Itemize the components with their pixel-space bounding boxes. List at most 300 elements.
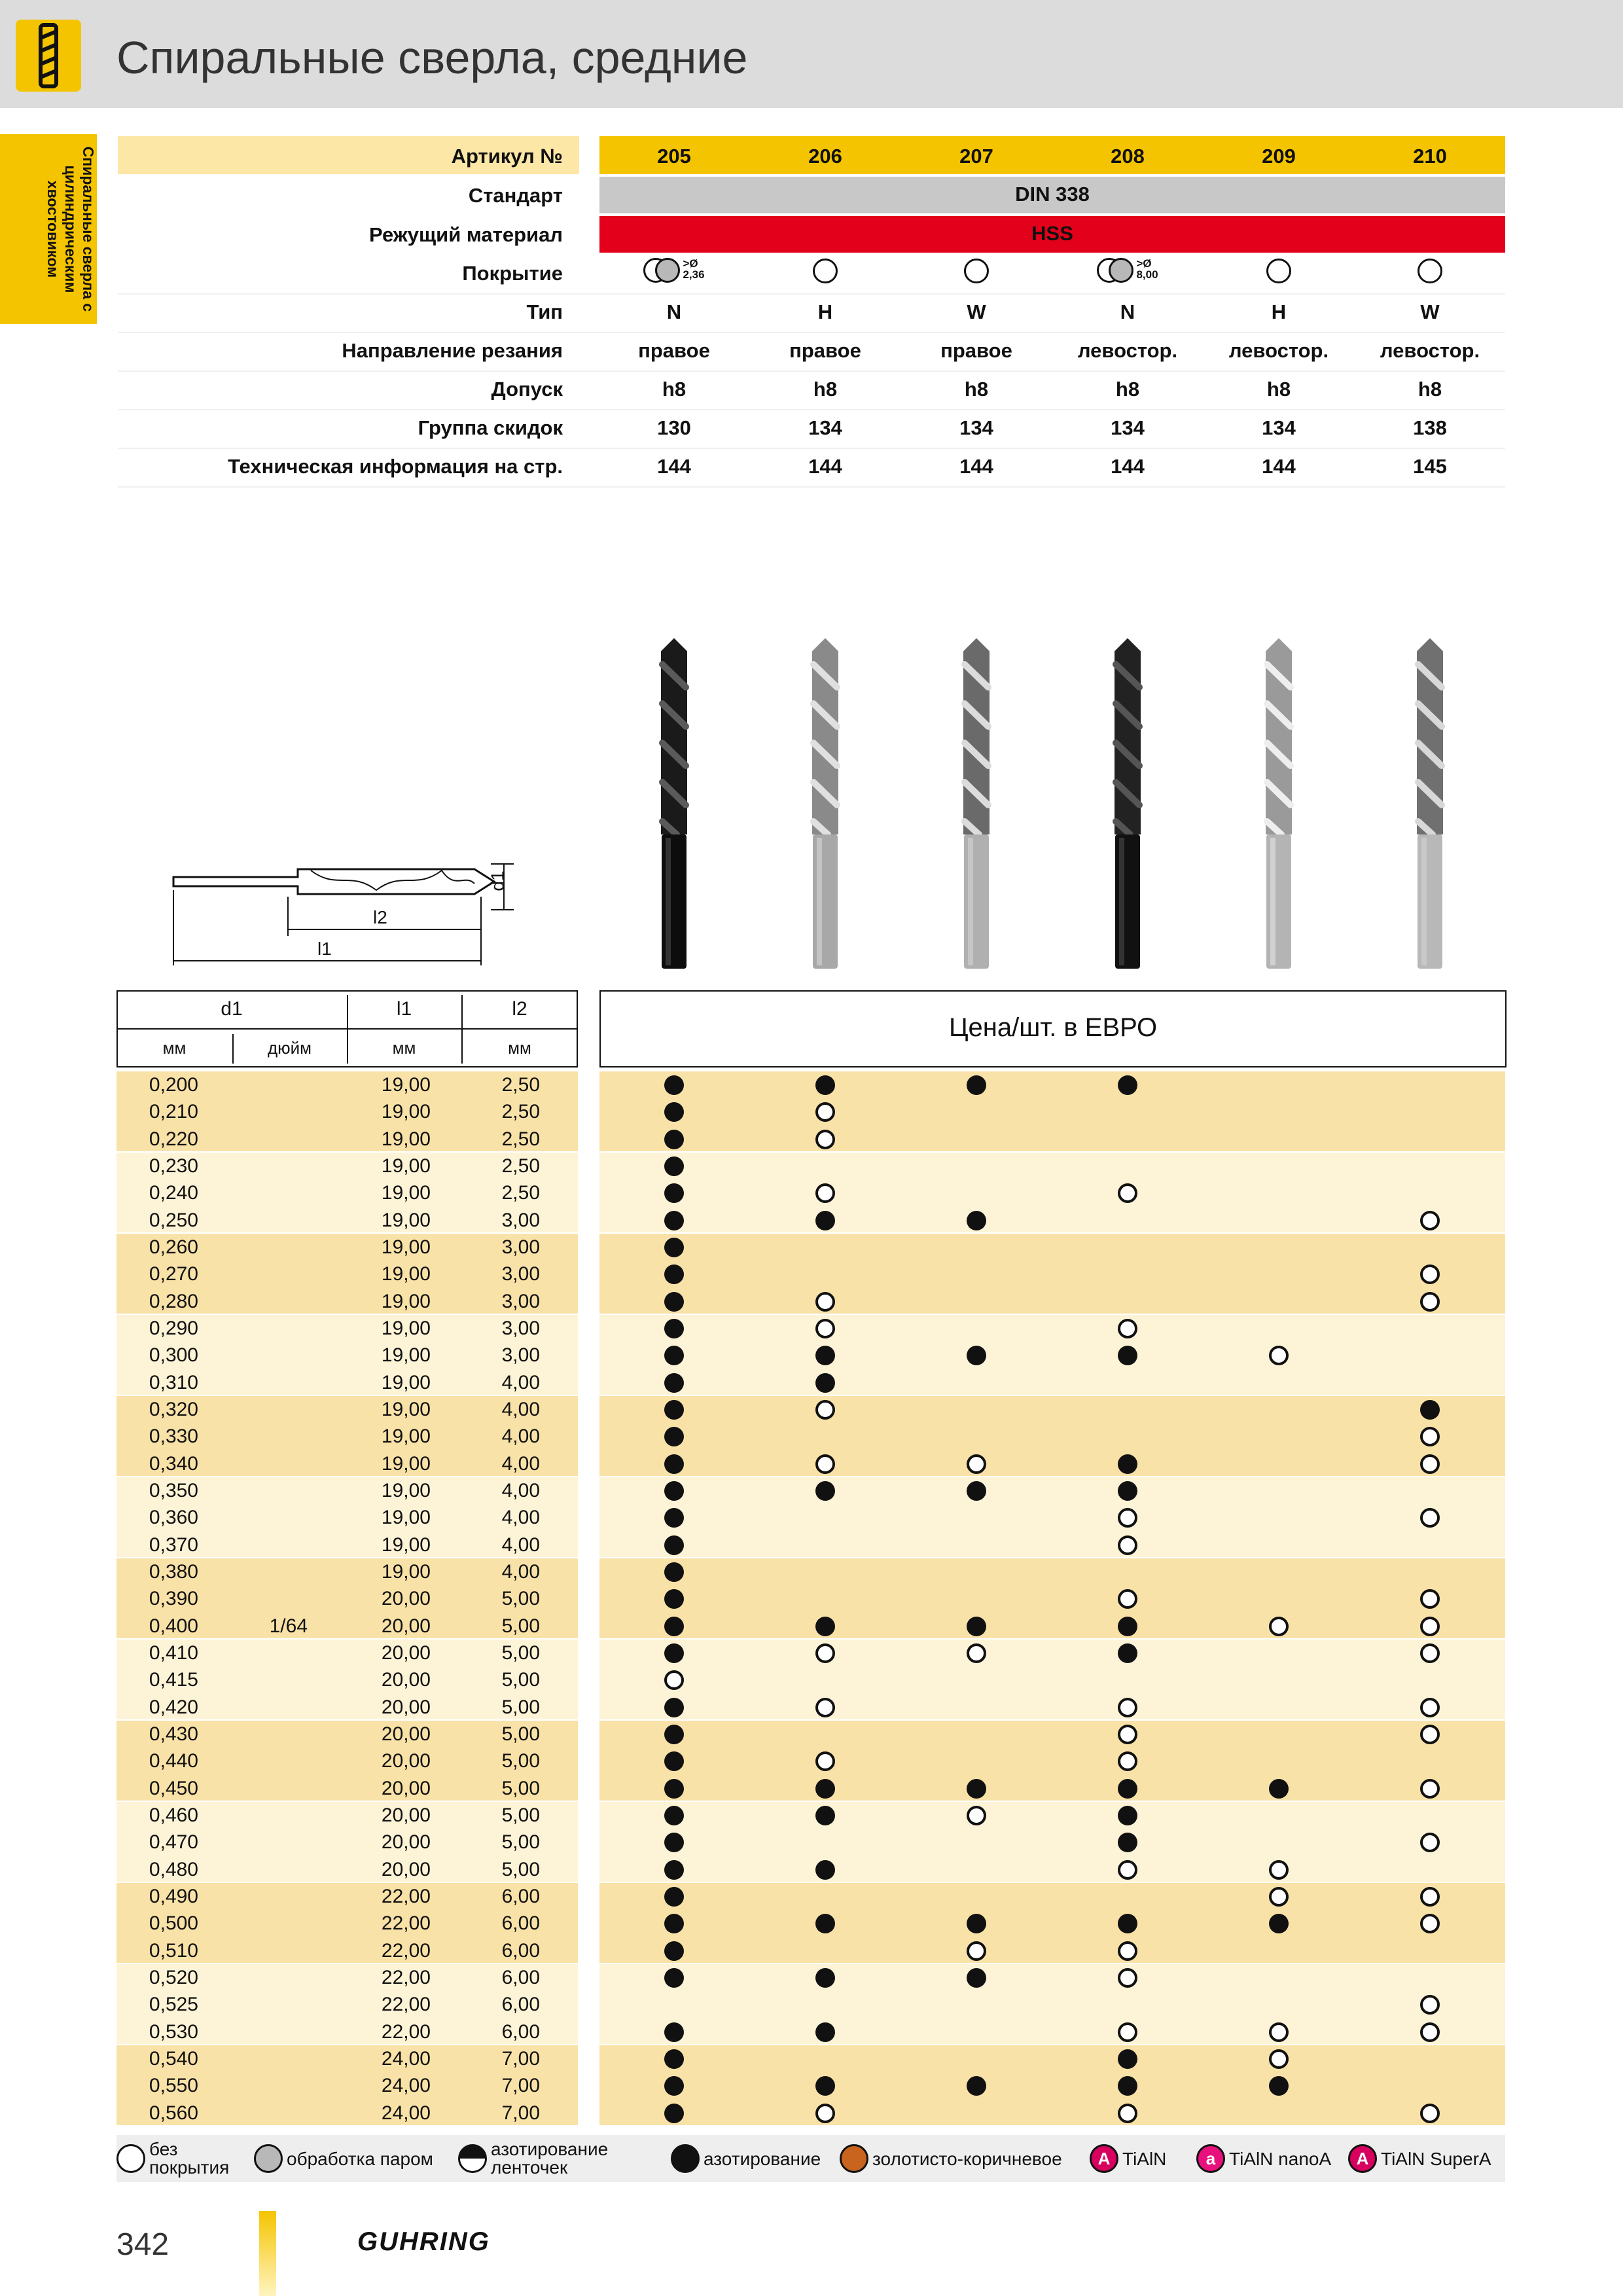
table-row xyxy=(0,1534,1623,1561)
availability-dot-stock xyxy=(664,2076,684,2096)
cell-l2: 4,00 xyxy=(501,1452,540,1475)
spec-label-standard: Стандарт xyxy=(468,184,563,207)
availability-dot-stock xyxy=(815,1373,835,1393)
cell-l2: 2,50 xyxy=(501,1128,540,1150)
availability-dot-stock xyxy=(664,1617,684,1636)
cell-d1-mm: 0,480 xyxy=(149,1858,198,1880)
cell-l1: 19,00 xyxy=(381,1318,431,1339)
spec-label-article: Артикул № xyxy=(451,145,563,168)
cell-l1: 19,00 xyxy=(381,1344,431,1367)
availability-dot-stock xyxy=(664,1400,684,1420)
availability-dot-stock xyxy=(815,1346,835,1365)
article-number: 209 xyxy=(1262,145,1296,168)
table-row xyxy=(0,1101,1623,1128)
cell-d1-mm: 0,460 xyxy=(149,1804,198,1826)
table-row xyxy=(0,1886,1623,1912)
coating-ring-icon xyxy=(964,259,989,283)
cell-d1-mm: 0,450 xyxy=(149,1777,198,1799)
cell-l2: 5,00 xyxy=(501,1804,540,1826)
cell-l1: 22,00 xyxy=(381,2020,431,2043)
spec-techinfo-value: 144 xyxy=(808,455,842,478)
availability-dot-stock xyxy=(1118,1779,1137,1799)
table-row xyxy=(0,1912,1623,1939)
availability-dot-open xyxy=(815,1400,835,1420)
cell-l2: 4,00 xyxy=(501,1399,540,1420)
availability-dot-stock xyxy=(967,1617,986,1636)
availability-dot-open xyxy=(1420,1643,1440,1663)
availability-dot-open xyxy=(1420,1617,1440,1636)
availability-dot-stock xyxy=(664,2049,684,2069)
availability-dot-open xyxy=(1420,1779,1440,1799)
spec-discount-value: 138 xyxy=(1413,416,1447,439)
table-row xyxy=(0,2075,1623,2102)
spec-row-divider xyxy=(118,448,1505,449)
cell-l2: 6,00 xyxy=(501,2020,540,2043)
cell-d1-mm: 0,470 xyxy=(149,1831,198,1854)
availability-dot-stock xyxy=(815,2076,835,2096)
availability-dot-stock xyxy=(664,1075,684,1095)
spec-row-divider xyxy=(118,409,1505,410)
table-row xyxy=(0,1750,1623,1777)
availability-dot-stock xyxy=(1118,1914,1137,1933)
drill-image xyxy=(808,638,842,972)
cell-d1-mm: 0,380 xyxy=(149,1560,198,1583)
legend-label: обработка паром xyxy=(287,2149,433,2169)
availability-dot-open xyxy=(664,1670,684,1690)
brand-logo: GUHRING xyxy=(357,2227,490,2256)
availability-dot-stock xyxy=(1118,1454,1137,1474)
availability-dot-open xyxy=(815,1130,835,1149)
table-row xyxy=(0,1074,1623,1101)
cell-d1-mm: 0,220 xyxy=(149,1128,198,1150)
spec-label-discount: Группа скидок xyxy=(418,416,563,439)
spec-type-value: W xyxy=(967,300,986,323)
cell-l2: 5,00 xyxy=(501,1750,540,1772)
spec-discount-value: 134 xyxy=(808,416,842,439)
cell-l2: 2,50 xyxy=(501,1182,540,1204)
availability-dot-stock xyxy=(1118,2076,1137,2096)
spec-direction-value: левостор. xyxy=(1380,339,1480,362)
cell-l2: 4,00 xyxy=(501,1560,540,1583)
availability-dot-open xyxy=(1118,1535,1137,1555)
availability-dot-open xyxy=(1118,1508,1137,1528)
availability-dot-stock xyxy=(1420,1400,1440,1420)
table-row xyxy=(0,1615,1623,1642)
availability-dot-stock xyxy=(815,1914,835,1933)
table-row xyxy=(0,1344,1623,1371)
availability-dot-open xyxy=(1420,1508,1440,1528)
material-value: HSS xyxy=(1031,222,1073,245)
spec-direction-value: правое xyxy=(789,339,861,362)
availability-dot-open xyxy=(1118,2104,1137,2123)
availability-dot-stock xyxy=(664,1346,684,1365)
cell-d1-mm: 0,430 xyxy=(149,1723,198,1745)
article-number: 207 xyxy=(959,145,993,168)
drill-dimension-diagram xyxy=(167,844,533,975)
table-row xyxy=(0,1263,1623,1290)
availability-dot-stock xyxy=(815,1075,835,1095)
cell-d1-mm: 0,270 xyxy=(149,1263,198,1285)
table-row xyxy=(0,1318,1623,1344)
availability-dot-open xyxy=(1420,1833,1440,1852)
legend-badge-A-icon: A xyxy=(1348,2144,1377,2173)
availability-dot-stock xyxy=(967,1075,986,1095)
availability-dot-open xyxy=(967,1454,986,1474)
cell-l2: 2,50 xyxy=(501,1155,540,1177)
coating-cell xyxy=(750,258,901,287)
cell-d1-mm: 0,350 xyxy=(149,1479,198,1501)
availability-dot-stock xyxy=(664,1860,684,1880)
availability-dot-stock xyxy=(815,1968,835,1988)
coating-ring-icon xyxy=(1418,259,1442,283)
spec-direction-value: левостор. xyxy=(1228,339,1329,362)
cell-l1: 19,00 xyxy=(381,1074,431,1096)
legend-ring-half-icon xyxy=(458,2144,487,2173)
availability-dot-open xyxy=(815,1454,835,1474)
cell-d1-mm: 0,310 xyxy=(149,1371,198,1393)
coating-ring-icon xyxy=(1266,259,1291,283)
spec-label-direction: Направление резания xyxy=(342,339,563,362)
coating-cell xyxy=(1355,258,1505,287)
side-tab-label: Спиральные сверла с цилиндрическим хвостовиком xyxy=(45,146,97,312)
legend-ring-black-icon xyxy=(671,2144,700,2173)
legend-label: азотирование ленточек xyxy=(491,2139,609,2178)
drill-image xyxy=(1111,638,1145,972)
cell-l1: 19,00 xyxy=(381,1560,431,1583)
availability-dot-stock xyxy=(664,1941,684,1961)
table-row xyxy=(0,1967,1623,1994)
availability-dot-stock xyxy=(664,1481,684,1501)
cell-l2: 3,00 xyxy=(501,1209,540,1231)
spec-label-type: Тип xyxy=(526,300,563,323)
cell-l1: 19,00 xyxy=(381,1236,431,1258)
cell-l1: 19,00 xyxy=(381,1371,431,1393)
availability-dot-stock xyxy=(664,1238,684,1257)
availability-dot-open xyxy=(1420,2022,1440,2042)
coating-cell xyxy=(599,258,749,287)
legend-ring-white-icon xyxy=(116,2144,145,2173)
availability-dot-stock xyxy=(664,1373,684,1393)
availability-dot-open xyxy=(1118,1751,1137,1771)
spec-row-divider xyxy=(118,293,1505,295)
spec-row-divider xyxy=(118,370,1505,372)
legend-label: золотисто-коричневое xyxy=(872,2149,1062,2169)
cell-d1-mm: 0,525 xyxy=(149,1994,198,2016)
availability-dot-stock xyxy=(664,1454,684,1474)
coating-note: >Ø 2,36 xyxy=(683,257,705,281)
availability-dot-open xyxy=(1269,1860,1289,1880)
legend-ring-grey-icon xyxy=(254,2144,283,2173)
availability-dot-stock xyxy=(967,1779,986,1799)
availability-dot-stock xyxy=(815,1779,835,1799)
availability-dot-stock xyxy=(664,1643,684,1663)
table-row xyxy=(0,1236,1623,1263)
cell-l1: 20,00 xyxy=(381,1723,431,1745)
cell-l2: 6,00 xyxy=(501,1939,540,1962)
availability-dot-stock xyxy=(967,2076,986,2096)
cell-l1: 20,00 xyxy=(381,1831,431,1854)
availability-dot-open xyxy=(1269,2049,1289,2069)
spec-type-value: W xyxy=(1420,300,1440,323)
spec-label-material: Режущий материал xyxy=(369,223,563,246)
cell-l2: 5,00 xyxy=(501,1669,540,1691)
table-row xyxy=(0,1155,1623,1182)
coating-cell xyxy=(1204,258,1354,287)
cell-d1-mm: 0,360 xyxy=(149,1507,198,1529)
availability-dot-stock xyxy=(664,1130,684,1149)
cell-l2: 6,00 xyxy=(501,1912,540,1935)
header-l1: l1 xyxy=(396,998,412,1020)
availability-dot-open xyxy=(1420,1887,1440,1907)
cell-l1: 24,00 xyxy=(381,2075,431,2097)
cell-d1-mm: 0,390 xyxy=(149,1588,198,1610)
cell-d1-mm: 0,500 xyxy=(149,1912,198,1935)
drill-logo-icon xyxy=(16,20,81,92)
availability-dot-stock xyxy=(664,1508,684,1528)
availability-dot-open xyxy=(1420,1292,1440,1312)
spec-techinfo-value: 144 xyxy=(657,455,691,478)
cell-l1: 19,00 xyxy=(381,1534,431,1556)
availability-dot-stock xyxy=(664,1427,684,1446)
cell-l2: 2,50 xyxy=(501,1101,540,1123)
availability-dot-stock xyxy=(1118,1346,1137,1365)
cell-l1: 19,00 xyxy=(381,1399,431,1420)
legend-ring-bronze-icon xyxy=(840,2144,868,2173)
availability-dot-open xyxy=(967,1643,986,1663)
cell-l1: 19,00 xyxy=(381,1507,431,1529)
availability-dot-open xyxy=(1118,1725,1137,1744)
page-title: Спиральные сверла, средние xyxy=(116,32,748,83)
spec-row-divider xyxy=(118,332,1505,333)
table-row xyxy=(0,1723,1623,1750)
cell-d1-mm: 0,280 xyxy=(149,1290,198,1312)
cell-l2: 6,00 xyxy=(501,1994,540,2016)
cell-l1: 22,00 xyxy=(381,1939,431,1962)
coating-note: >Ø 8,00 xyxy=(1136,257,1158,281)
cell-d1-mm: 0,510 xyxy=(149,1939,198,1962)
page-number: 342 xyxy=(116,2227,169,2262)
cell-l2: 3,00 xyxy=(501,1344,540,1367)
legend-label: без покрытия xyxy=(149,2139,230,2178)
spec-type-value: H xyxy=(817,300,833,323)
cell-l1: 20,00 xyxy=(381,1669,431,1691)
availability-dot-stock xyxy=(967,1211,986,1230)
cell-l2: 4,00 xyxy=(501,1479,540,1501)
availability-dot-open xyxy=(1269,1887,1289,1907)
table-row xyxy=(0,1669,1623,1696)
table-row xyxy=(0,1561,1623,1588)
availability-dot-stock xyxy=(1118,1617,1137,1636)
table-row xyxy=(0,2048,1623,2075)
availability-dot-stock xyxy=(815,2022,835,2042)
availability-dot-open xyxy=(1269,1346,1289,1365)
spec-row-divider xyxy=(118,486,1505,488)
cell-l1: 24,00 xyxy=(381,2047,431,2070)
cell-d1-mm: 0,250 xyxy=(149,1209,198,1231)
diagram-l2-label: l2 xyxy=(373,907,387,927)
legend-label: TiAlN xyxy=(1122,2149,1167,2169)
cell-l1: 19,00 xyxy=(381,1452,431,1475)
availability-dot-stock xyxy=(664,2022,684,2042)
availability-dot-stock xyxy=(664,1183,684,1203)
availability-dot-open xyxy=(967,1941,986,1961)
availability-dot-stock xyxy=(815,1860,835,1880)
table-row xyxy=(0,2102,1623,2129)
availability-dot-stock xyxy=(664,1968,684,1988)
availability-dot-stock xyxy=(664,2104,684,2123)
footer-accent-bar xyxy=(259,2211,276,2296)
availability-dot-stock xyxy=(664,1265,684,1284)
availability-dot-stock xyxy=(664,1535,684,1555)
cell-l2: 5,00 xyxy=(501,1615,540,1637)
spec-techinfo-value: 145 xyxy=(1413,455,1447,478)
legend-label: TiAlN nanoA xyxy=(1229,2149,1332,2169)
table-row xyxy=(0,1399,1623,1426)
availability-dot-stock xyxy=(967,1481,986,1501)
availability-dot-stock xyxy=(664,1562,684,1582)
article-number: 208 xyxy=(1111,145,1145,168)
cell-d1-mm: 0,415 xyxy=(149,1669,198,1691)
availability-dot-stock xyxy=(1118,1643,1137,1663)
availability-dot-open xyxy=(1118,1968,1137,1988)
availability-dot-stock xyxy=(664,1806,684,1825)
cell-l1: 19,00 xyxy=(381,1263,431,1285)
availability-dot-open xyxy=(1420,1265,1440,1284)
table-row xyxy=(0,1859,1623,1886)
availability-dot-open xyxy=(815,2104,835,2123)
availability-dot-open xyxy=(1420,1589,1440,1609)
availability-dot-stock xyxy=(967,1968,986,1988)
legend-label: TiAlN SuperA xyxy=(1381,2149,1491,2169)
header-d1: d1 xyxy=(221,998,243,1020)
cell-l1: 22,00 xyxy=(381,1885,431,1907)
cell-d1-mm: 0,530 xyxy=(149,2020,198,2043)
cell-l2: 3,00 xyxy=(501,1263,540,1285)
coating-ring-grey-icon xyxy=(1109,258,1133,283)
article-number: 210 xyxy=(1413,145,1447,168)
cell-l1: 20,00 xyxy=(381,1641,431,1664)
availability-dot-stock xyxy=(664,1725,684,1744)
cell-l1: 20,00 xyxy=(381,1858,431,1880)
cell-l1: 20,00 xyxy=(381,1615,431,1637)
header-l2: l2 xyxy=(512,998,527,1020)
cell-l2: 5,00 xyxy=(501,1588,540,1610)
cell-l2: 6,00 xyxy=(501,1885,540,1907)
cell-d1-mm: 0,240 xyxy=(149,1182,198,1204)
coating-ring-grey-icon xyxy=(655,258,680,283)
cell-l1: 19,00 xyxy=(381,1155,431,1177)
cell-d1-mm: 0,490 xyxy=(149,1885,198,1907)
availability-dot-stock xyxy=(815,1481,835,1501)
cell-l2: 7,00 xyxy=(501,2075,540,2097)
drill-image xyxy=(959,638,993,972)
spec-tolerance-value: h8 xyxy=(1266,378,1291,401)
table-row xyxy=(0,1994,1623,2020)
cell-l2: 4,00 xyxy=(501,1534,540,1556)
availability-dot-open xyxy=(815,1698,835,1717)
cell-l2: 5,00 xyxy=(501,1777,540,1799)
availability-dot-open xyxy=(1420,1914,1440,1933)
spec-techinfo-value: 144 xyxy=(959,455,993,478)
availability-dot-stock xyxy=(815,1806,835,1825)
availability-dot-open xyxy=(1118,1319,1137,1338)
cell-l1: 19,00 xyxy=(381,1209,431,1231)
cell-l1: 19,00 xyxy=(381,1290,431,1312)
availability-dot-stock xyxy=(664,1914,684,1933)
cell-d1-mm: 0,520 xyxy=(149,1966,198,1988)
table-row xyxy=(0,2021,1623,2048)
cell-l1: 19,00 xyxy=(381,1426,431,1448)
cell-d1-mm: 0,340 xyxy=(149,1452,198,1475)
availability-dot-stock xyxy=(1118,1806,1137,1825)
coating-cell xyxy=(901,258,1052,287)
header-inch: дюйм xyxy=(267,1038,312,1058)
spec-tolerance-value: h8 xyxy=(813,378,838,401)
table-row xyxy=(0,1128,1623,1155)
cell-l1: 20,00 xyxy=(381,1588,431,1610)
cell-l2: 3,00 xyxy=(501,1290,540,1312)
table-row xyxy=(0,1372,1623,1399)
cell-l1: 20,00 xyxy=(381,1750,431,1772)
spec-discount-value: 134 xyxy=(1111,416,1145,439)
availability-dot-open xyxy=(1269,2022,1289,2042)
legend-label: азотирование xyxy=(704,2149,821,2169)
spec-techinfo-value: 144 xyxy=(1262,455,1296,478)
cell-d1-mm: 0,230 xyxy=(149,1155,198,1177)
spec-tolerance-value: h8 xyxy=(1418,378,1442,401)
legend-badge-a-icon: a xyxy=(1196,2144,1225,2173)
cell-l1: 22,00 xyxy=(381,1966,431,1988)
availability-dot-stock xyxy=(664,1211,684,1230)
availability-dot-open xyxy=(1420,1427,1440,1446)
diagram-d1-label: d1 xyxy=(487,870,508,891)
spec-discount-value: 130 xyxy=(657,416,691,439)
drill-image xyxy=(1413,638,1447,972)
table-row xyxy=(0,1210,1623,1236)
cell-d1-mm: 0,300 xyxy=(149,1344,198,1367)
cell-l2: 2,50 xyxy=(501,1074,540,1096)
cell-l1: 19,00 xyxy=(381,1479,431,1501)
cell-l1: 22,00 xyxy=(381,1912,431,1935)
availability-dot-open xyxy=(815,1319,835,1338)
cell-d1-mm: 0,540 xyxy=(149,2047,198,2070)
table-row xyxy=(0,1831,1623,1858)
header-d1-mm: мм xyxy=(162,1038,187,1058)
availability-dot-stock xyxy=(1118,1481,1137,1501)
table-row xyxy=(0,1778,1623,1804)
availability-dot-open xyxy=(1420,1211,1440,1230)
availability-dot-stock xyxy=(664,1833,684,1852)
availability-dot-stock xyxy=(1269,1779,1289,1799)
cell-l1: 20,00 xyxy=(381,1777,431,1799)
availability-dot-open xyxy=(1420,1698,1440,1717)
availability-dot-stock xyxy=(664,1887,684,1907)
availability-dot-stock xyxy=(1118,2049,1137,2069)
cell-d1-mm: 0,210 xyxy=(149,1101,198,1123)
legend-badge-A-icon: A xyxy=(1090,2144,1118,2173)
drill-image xyxy=(1262,638,1296,972)
cell-d1-mm: 0,560 xyxy=(149,2102,198,2124)
availability-dot-open xyxy=(1269,1617,1289,1636)
cell-l1: 19,00 xyxy=(381,1128,431,1150)
availability-dot-stock xyxy=(815,1211,835,1230)
spec-direction-value: левостор. xyxy=(1077,339,1178,362)
cell-d1-mm: 0,440 xyxy=(149,1750,198,1772)
availability-dot-stock xyxy=(815,1617,835,1636)
table-row xyxy=(0,1426,1623,1452)
availability-dot-open xyxy=(1118,2022,1137,2042)
cell-d1-mm: 0,410 xyxy=(149,1641,198,1664)
